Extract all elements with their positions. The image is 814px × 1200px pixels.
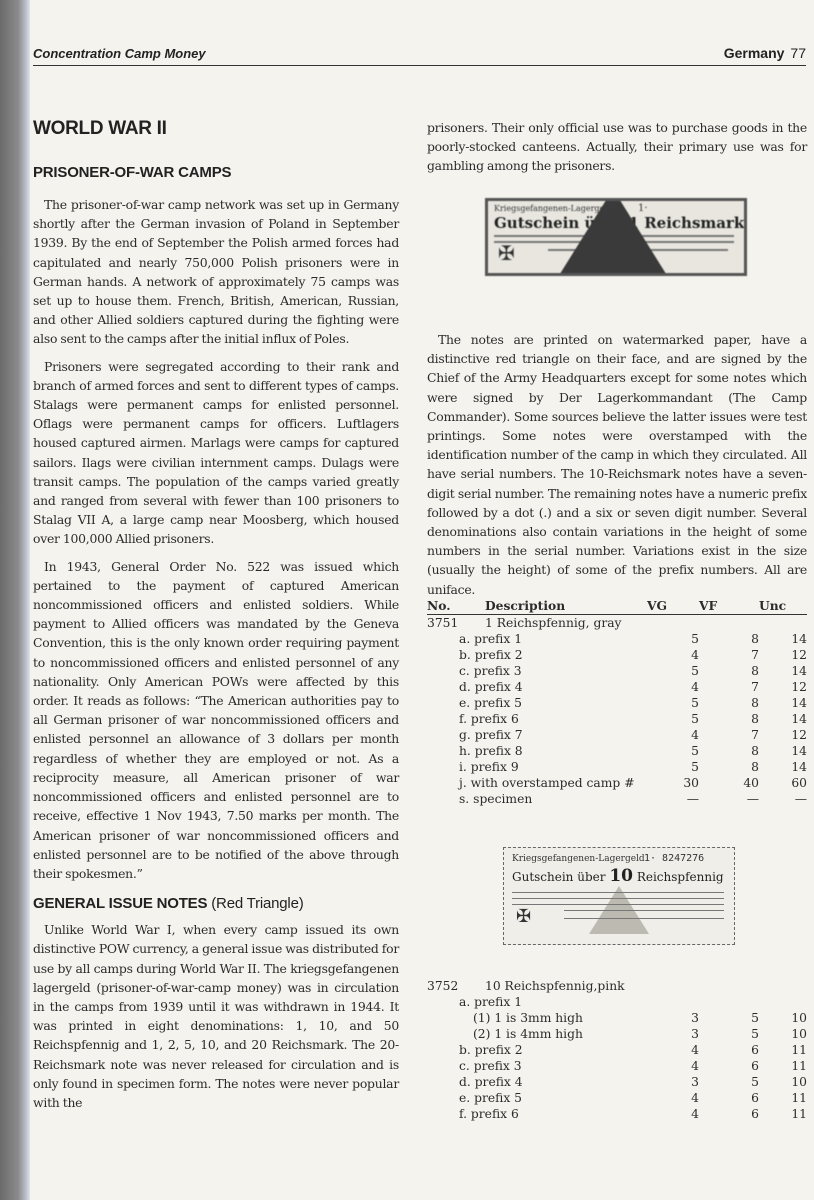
note2-serial: 1· 8247276 bbox=[644, 853, 705, 864]
price-vg: 30 bbox=[683, 776, 699, 790]
variety-row bbox=[427, 743, 807, 759]
banknote-image-10-reichspfennig bbox=[503, 847, 735, 945]
price-vf: 7 bbox=[751, 728, 759, 742]
price-vf: — bbox=[746, 792, 759, 806]
price-unc: 11 bbox=[791, 1059, 807, 1073]
variety-label: b. prefix 2 bbox=[459, 1043, 523, 1057]
note2-fine-print bbox=[512, 898, 724, 899]
price-vg: 5 bbox=[691, 696, 699, 710]
price-unc: — bbox=[794, 792, 807, 806]
price-vg: 4 bbox=[691, 680, 699, 694]
note2-fine-print bbox=[512, 904, 724, 905]
variety-label: h. prefix 8 bbox=[459, 744, 523, 758]
variety-row bbox=[427, 1106, 807, 1122]
banknote-image-1-reichsmark bbox=[485, 198, 747, 276]
variety-label: (2) 1 is 4mm high bbox=[473, 1027, 583, 1041]
variety-row bbox=[427, 1042, 807, 1058]
book-binding-shadow bbox=[0, 0, 30, 1200]
left-column bbox=[33, 118, 399, 1112]
variety-row bbox=[427, 727, 807, 743]
running-header bbox=[33, 45, 806, 66]
price-unc: 11 bbox=[791, 1091, 807, 1105]
price-vf: 8 bbox=[751, 632, 759, 646]
price-unc: 12 bbox=[791, 728, 807, 742]
paragraph-segregation: Prisoners were segregated according to their rank and branch of armed forces and sent to different types of camps. Stalags were permanent camps for enlisted personnel. Oflags were permanent camps for officers. Luftlagers housed captured airmen. Marlags were camps for captured sailors. Ilags were civilian internment camps. Dulags were transit camps. The population of the camps varied greatly and ranged from several with fewer than 100 prisoners to Stalag VII A, a large camp near Moosberg, which housed over 100,000 Allied prisoners. bbox=[33, 358, 399, 547]
red-triangle-mark bbox=[558, 198, 668, 276]
variety-row bbox=[427, 791, 807, 807]
variety-row bbox=[427, 994, 807, 1010]
variety-row bbox=[427, 647, 807, 663]
price-unc: 11 bbox=[791, 1043, 807, 1057]
catalog-description: 10 Reichspfennig,pink bbox=[485, 979, 625, 993]
variety-label: d. prefix 4 bbox=[459, 1075, 523, 1089]
variety-row bbox=[427, 1090, 807, 1106]
table-header-row bbox=[427, 598, 807, 615]
variety-row bbox=[427, 711, 807, 727]
eagle-emblem-icon: ✠ bbox=[498, 241, 515, 265]
variety-label: i. prefix 9 bbox=[459, 760, 519, 774]
eagle-emblem-icon: ✠ bbox=[516, 906, 532, 927]
catalog-variety-rows bbox=[427, 631, 807, 807]
variety-row bbox=[427, 631, 807, 647]
note2-fine-print bbox=[564, 910, 724, 911]
price-vg: 3 bbox=[691, 1027, 699, 1041]
catalog-table-3752 bbox=[427, 978, 807, 1122]
price-vg: 5 bbox=[691, 664, 699, 678]
variety-row bbox=[427, 1010, 807, 1026]
note2-fine-print bbox=[512, 892, 724, 893]
section-heading-general-issue bbox=[33, 895, 399, 912]
paragraph-notes-description: The notes are printed on watermarked paper, have a distinctive red triangle on their face, and are signed by the Chief of the Army Headquarters except for some notes which were signed by Der Lagerkommandant (The Camp Commander). Some sources believe the latter issues were test printings. Some notes were overstamped with the identification number of the camp in which they circulated. All have serial numbers. The 10-Reichsmark notes have a seven-digit serial number. The remaining notes have a numeric prefix followed by a dot (.) and a six or seven digit number. Several denominations also contain variations in the height of some numbers in the serial number. Variations exist in the size (usually the height) of some of the prefix numbers. All are uniface. bbox=[427, 332, 807, 597]
catalog-description: 1 Reichspfennig, gray bbox=[485, 616, 622, 630]
price-vf: 8 bbox=[751, 760, 759, 774]
variety-label: c. prefix 3 bbox=[459, 1059, 522, 1073]
price-vf: 8 bbox=[751, 664, 759, 678]
price-unc: 14 bbox=[791, 696, 807, 710]
price-vg: 4 bbox=[691, 1107, 699, 1121]
price-unc: 11 bbox=[791, 1107, 807, 1121]
price-unc: 10 bbox=[791, 1075, 807, 1089]
variety-label: c. prefix 3 bbox=[459, 664, 522, 678]
variety-row bbox=[427, 759, 807, 775]
catalog-entry-row bbox=[427, 615, 807, 632]
catalog-number: 3752 bbox=[427, 979, 459, 993]
price-vg: 3 bbox=[691, 1075, 699, 1089]
price-unc: 12 bbox=[791, 648, 807, 662]
note1-prefix: 1· bbox=[638, 203, 648, 214]
paragraph-pow-network: The prisoner-of-war camp network was set up in Germany shortly after the German invasion of Poland in September 1939. By the end of September the Polish armed forces had capitulated and nearly 750,000 Polish prisoners were in German hands. A network of approximately 75 camps was set up to house them. French, British, American, Russian, and other Allied soldiers captured during the fighting were also sent to the camps after the initial influx of Poles. bbox=[33, 197, 399, 347]
note1-main-text: Gutschein über 1 Reichsmark bbox=[494, 214, 745, 232]
catalog-variety-rows bbox=[427, 994, 807, 1122]
variety-row bbox=[427, 775, 807, 791]
price-vg: 5 bbox=[691, 632, 699, 646]
variety-label: d. prefix 4 bbox=[459, 680, 523, 694]
variety-label: f. prefix 6 bbox=[459, 712, 519, 726]
variety-row bbox=[427, 679, 807, 695]
price-vf: 40 bbox=[743, 776, 759, 790]
price-vg: 5 bbox=[691, 760, 699, 774]
variety-label: s. specimen bbox=[459, 792, 533, 806]
section-heading-pow-camps: PRISONER-OF-WAR CAMPS bbox=[33, 164, 232, 181]
paragraph-general-order: In 1943, General Order No. 522 was issued which pertained to the payment of captured American noncommissioned officers and enlisted soldiers. While payment to Allied officers was mandated by the Geneva Convention, this is the only known order requiring payment to noncommissioned officers and enlisted personnel of any nationality. Only American POWs were affected by this order. It reads as follows: “The American authorities pay to all German prisoner of war noncommissioned officers and enlisted personnel an allowance of 3 dollars per month regardless of whether they are employed or not. As a reciprocity measure, all American prisoner of war noncommissioned officers and enlisted personnel are to receive, effective 1 Nov 1943, 7.50 marks per month. The American prisoner of war noncommissioned officers and enlisted personnel are to be notified of the above through their spokesmen.” bbox=[33, 558, 399, 881]
price-vf: 5 bbox=[751, 1027, 759, 1041]
running-head-title: Concentration Camp Money bbox=[33, 46, 206, 61]
price-vf: 6 bbox=[751, 1059, 759, 1073]
note1-header-text: Kriegsgefangenen-Lagergeld bbox=[494, 204, 612, 213]
col-header-unc: Unc bbox=[759, 598, 807, 615]
variety-row bbox=[427, 663, 807, 679]
general-issue-subheading: (Red Triangle) bbox=[211, 895, 304, 913]
variety-label: e. prefix 5 bbox=[459, 696, 522, 710]
variety-label: (1) 1 is 3mm high bbox=[473, 1011, 583, 1025]
section-name: Germany bbox=[723, 45, 785, 61]
note2-main-c: Reichspfennig bbox=[636, 870, 724, 884]
variety-label: g. prefix 7 bbox=[459, 728, 523, 742]
price-unc: 10 bbox=[791, 1027, 807, 1041]
price-vf: 8 bbox=[751, 696, 759, 710]
price-vf: 5 bbox=[751, 1075, 759, 1089]
price-vg: 4 bbox=[691, 728, 699, 742]
variety-row bbox=[427, 1074, 807, 1090]
price-unc: 14 bbox=[791, 712, 807, 726]
variety-row bbox=[427, 1058, 807, 1074]
price-vg: 4 bbox=[691, 1091, 699, 1105]
price-vf: 6 bbox=[751, 1091, 759, 1105]
col-header-vf: VF bbox=[699, 598, 759, 615]
price-vg: 5 bbox=[691, 712, 699, 726]
paragraph-general-issue: Unlike World War I, when every camp issued its own distinctive POW currency, a general issue was distributed for use by all camps during World War II. The kriegsgefangenen lagergeld (prisoner-of-war-camp money) was in circulation in the camps from 1939 until it was withdrawn in 1944. It was printed in eight denominations: 1, 10, and 50 Reichspfennig and 1, 2, 5, 10, and 20 Reichsmark. The 20-Reichsmark note was never released for circulation and is only found in specimen form. The notes were never popular with the bbox=[33, 922, 400, 1110]
general-issue-heading-text: GENERAL ISSUE NOTES bbox=[33, 895, 208, 913]
price-vg bbox=[647, 994, 699, 1010]
right-column-top bbox=[427, 118, 807, 176]
price-unc: 60 bbox=[791, 776, 807, 790]
running-head-section bbox=[724, 45, 806, 61]
catalog-table-3751 bbox=[427, 598, 807, 807]
col-header-no: No. bbox=[427, 598, 485, 615]
price-vf: 7 bbox=[751, 648, 759, 662]
note2-fine-print bbox=[564, 918, 724, 919]
price-unc: 14 bbox=[791, 664, 807, 678]
price-vg: 3 bbox=[691, 1011, 699, 1025]
price-vg: 4 bbox=[691, 1043, 699, 1057]
variety-label: f. prefix 6 bbox=[459, 1107, 519, 1121]
variety-row bbox=[427, 1026, 807, 1042]
price-vf: 6 bbox=[751, 1043, 759, 1057]
note2-main-text bbox=[512, 866, 724, 886]
price-unc bbox=[759, 994, 807, 1010]
col-header-vg: VG bbox=[647, 598, 699, 615]
price-unc: 12 bbox=[791, 680, 807, 694]
price-vg: 5 bbox=[691, 744, 699, 758]
note2-main-a: Gutschein über bbox=[512, 870, 606, 884]
price-unc: 10 bbox=[791, 1011, 807, 1025]
variety-label: e. prefix 5 bbox=[459, 1091, 522, 1105]
chapter-title: WORLD WAR II bbox=[33, 118, 167, 139]
price-vf: 7 bbox=[751, 680, 759, 694]
price-vf: 6 bbox=[751, 1107, 759, 1121]
price-vf bbox=[699, 994, 759, 1010]
variety-row bbox=[427, 695, 807, 711]
price-vg: — bbox=[686, 792, 699, 806]
price-vf: 5 bbox=[751, 1011, 759, 1025]
page-number: 77 bbox=[790, 45, 806, 61]
price-vg: 4 bbox=[691, 1059, 699, 1073]
price-vf: 8 bbox=[751, 744, 759, 758]
price-unc: 14 bbox=[791, 744, 807, 758]
price-unc: 14 bbox=[791, 760, 807, 774]
catalog-entry-row bbox=[427, 978, 807, 994]
right-column-mid bbox=[427, 330, 807, 599]
variety-label: a. prefix 1 bbox=[459, 995, 523, 1009]
variety-label: b. prefix 2 bbox=[459, 648, 523, 662]
price-unc: 14 bbox=[791, 632, 807, 646]
price-vf: 8 bbox=[751, 712, 759, 726]
note2-denomination: 10 bbox=[609, 866, 633, 886]
variety-label: j. with overstamped camp # bbox=[459, 776, 635, 790]
paragraph-continuation: prisoners. Their only official use was to purchase goods in the poorly-stocked canteens. Actually, their primary use was for gambling among the prisoners. bbox=[427, 120, 807, 174]
variety-label: a. prefix 1 bbox=[459, 632, 523, 646]
price-vg: 4 bbox=[691, 648, 699, 662]
col-header-description: Description bbox=[485, 598, 647, 615]
catalog-number: 3751 bbox=[427, 616, 459, 630]
note2-header-text: Kriegsgefangenen-Lagergeld bbox=[512, 854, 645, 864]
